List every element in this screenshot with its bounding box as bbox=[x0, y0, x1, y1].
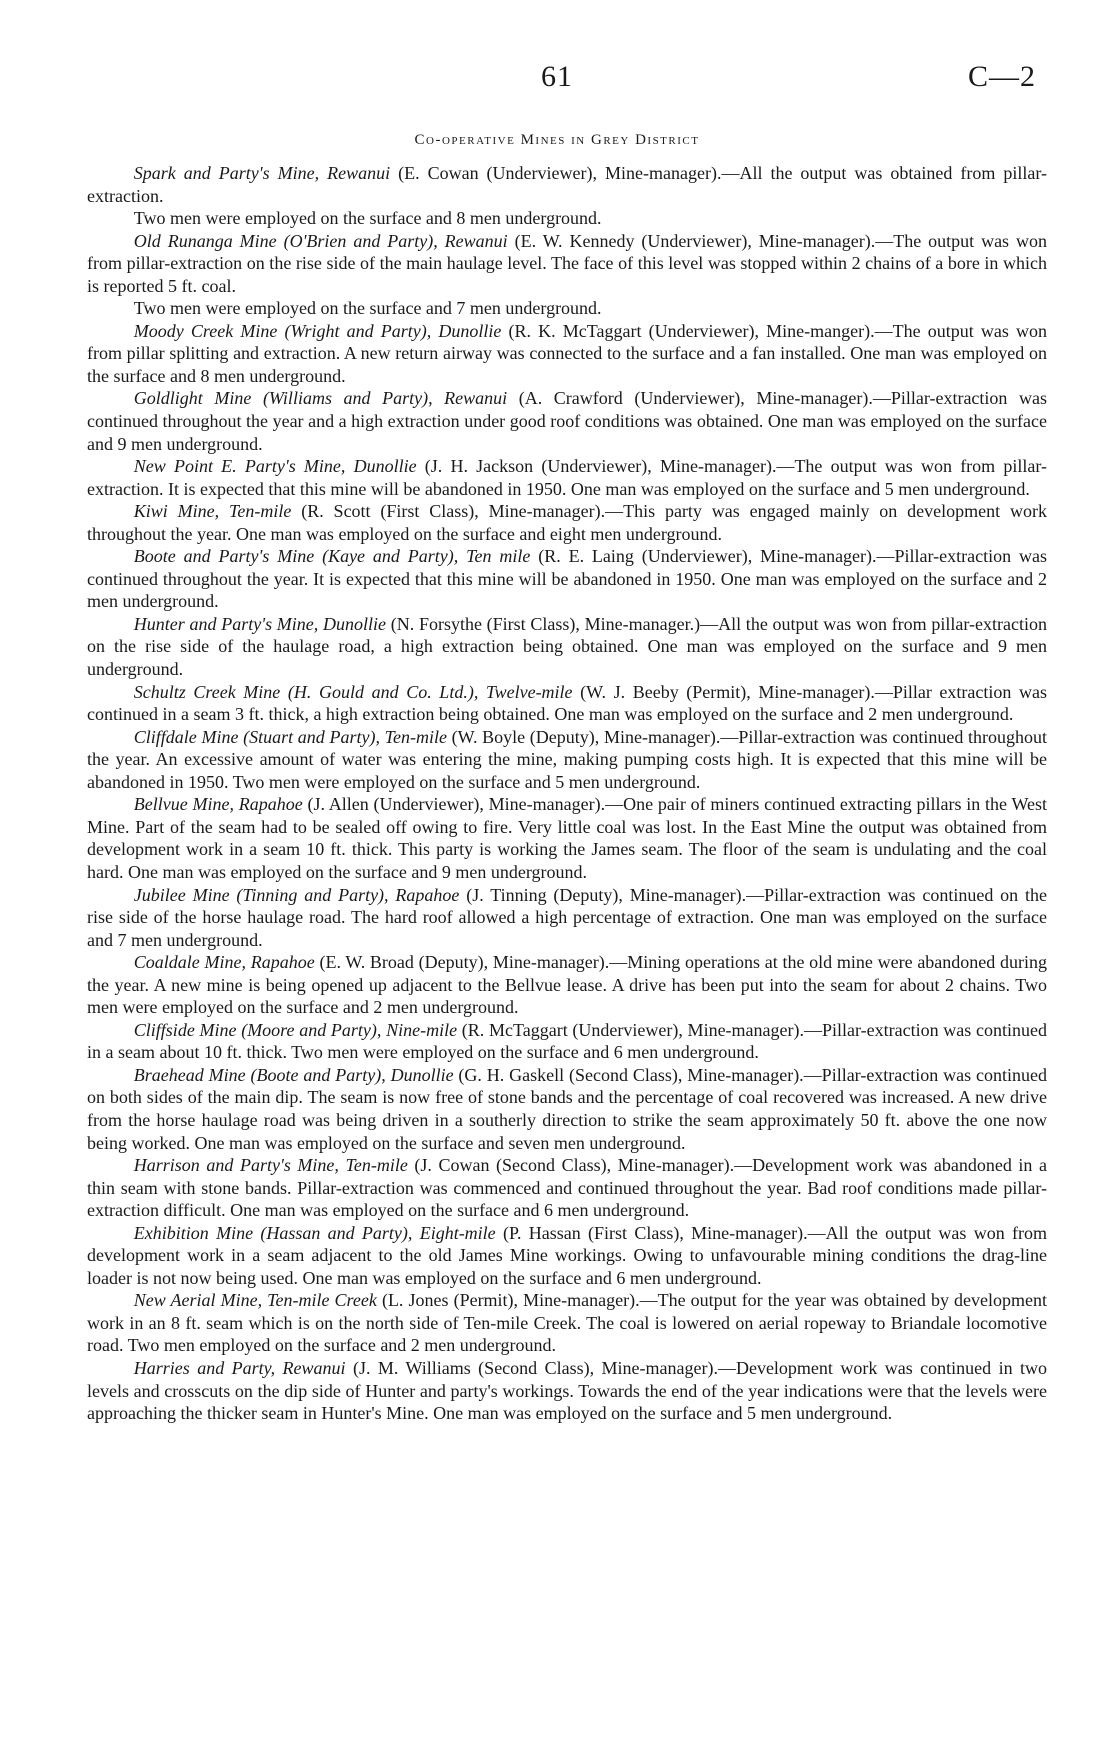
paragraph bbox=[87, 207, 1047, 230]
paragraph-text: (R. K. McTaggart (Underviewer), Mine-manger).—The output was won from pillar splitting and extraction. A new return airway was connected to the surface and a fan installed. One man was employed on the surface and 8 men underground. bbox=[87, 320, 1047, 386]
paragraph-text: (J. Tinning (Deputy), Mine-manager).—Pillar-extraction was continued on the rise side of the horse haulage road. The hard roof allowed a high percentage of extraction. One man was employed on the surface and 7 men underground. bbox=[87, 884, 1048, 950]
paragraph bbox=[87, 320, 1047, 388]
paragraph-text: (J. Cowan (Second Class), Mine-manager).—Development work was abandoned in a thin seam with stone bands. Pillar-extraction was commenced and continued throughout the year. Bad roof conditions made pillar-extraction difficult. One man was employed on the surface and 6 men underground. bbox=[87, 1155, 1047, 1221]
mine-name: Harrison and Party's Mine, Ten-mile bbox=[133, 1155, 408, 1176]
mine-name: Cliffside Mine (Moore and Party), Nine-mile bbox=[133, 1019, 458, 1040]
paragraph-text: (W. J. Beeby (Permit), Mine-manager).—Pillar extraction was continued in a seam 3 ft. thick, a high extraction being obtained. One man was employed on the surface and 2 men underground. bbox=[87, 681, 1047, 725]
mine-name: Harries and Party, Rewanui bbox=[133, 1357, 346, 1378]
paragraph-text: (P. Hassan (First Class), Mine-manager).—All the output was won from development work in a seam adjacent to the old James Mine workings. Owing to unfavourable mining conditions the drag-line loader is not now being used. One man was employed on the surface and 6 men underground. bbox=[87, 1222, 1047, 1288]
mine-name: Cliffdale Mine (Stuart and Party), Ten-mile bbox=[133, 726, 447, 747]
paragraph-text: Two men were employed on the surface and 8 men underground. bbox=[133, 208, 602, 229]
paragraph bbox=[87, 1154, 1047, 1222]
paragraph bbox=[87, 726, 1047, 794]
paragraph bbox=[87, 1289, 1047, 1357]
paragraph bbox=[87, 1019, 1047, 1064]
paragraph-text: Two men were employed on the surface and 7 men underground. bbox=[133, 298, 602, 319]
paragraph bbox=[87, 545, 1047, 613]
paragraph-text: (E. Cowan (Underviewer), Mine-manager).—All the output was obtained from pillar-extraction. bbox=[87, 163, 1047, 206]
paragraph-text: (N. Forsythe (First Class), Mine-manager.)—All the output was won from pillar-extraction on the rise side of the haulage road, a high extraction being obtained. One man was employed on the surface and 9 men underground. bbox=[87, 613, 1047, 680]
paragraph-text: (E. W. Kennedy (Underviewer), Mine-manager).—The output was won from pillar-extraction on the rise side of the main haulage level. The face of this level was stopped within 2 chains of a bore in which is reported 5 ft. coal. bbox=[87, 230, 1047, 296]
mine-name: Moody Creek Mine (Wright and Party), Dunollie bbox=[133, 320, 502, 341]
paragraph bbox=[87, 1222, 1047, 1290]
paragraph-text: (A. Crawford (Underviewer), Mine-manager).—Pillar-extraction was continued throughout the year and a high extraction under good roof conditions was obtained. One man was employed on the surface and 9 men underground. bbox=[87, 388, 1047, 454]
paragraph bbox=[87, 297, 1047, 320]
paragraph bbox=[87, 681, 1047, 726]
paragraph-text: (E. W. Broad (Deputy), Mine-manager).—Mining operations at the old mine were abandoned during the year. A new mine is being opened up adjacent to the Bellvue lease. A drive has been put into the seam for about 2 chains. Two men were employed on the surface and 2 men underground. bbox=[87, 952, 1048, 1018]
paragraph bbox=[87, 1357, 1047, 1425]
paragraph bbox=[87, 951, 1047, 1019]
mine-name: Coaldale Mine, Rapahoe bbox=[133, 952, 315, 973]
paragraph bbox=[87, 387, 1047, 455]
mine-name: Braehead Mine (Boote and Party), Dunollie bbox=[133, 1064, 454, 1085]
paragraph-text: (L. Jones (Permit), Mine-manager).—The output for the year was obtained by development work in an 8 ft. seam which is on the north side of Ten-mile Creek. The coal is lowered on aerial ropeway to Briandale locomotive road. Two men employed on the surface and 2 men underground. bbox=[87, 1290, 1047, 1356]
mine-name: Jubilee Mine (Tinning and Party), Rapahoe bbox=[133, 884, 460, 905]
paragraph bbox=[87, 455, 1047, 500]
body-text bbox=[87, 162, 1047, 1425]
paragraph bbox=[87, 230, 1047, 298]
mine-name: Schultz Creek Mine (H. Gould and Co. Ltd.), Twelve-mile bbox=[133, 681, 573, 702]
paragraph bbox=[87, 162, 1047, 207]
mine-name: New Point E. Party's Mine, Dunollie bbox=[133, 456, 417, 477]
mine-name: Spark and Party's Mine, Rewanui bbox=[133, 163, 391, 183]
paragraph bbox=[87, 793, 1047, 883]
paragraph bbox=[87, 884, 1047, 952]
paragraph-text: (R. Scott (First Class), Mine-manager).—This party was engaged mainly on development work throughout the year. One man was employed on the surface and eight men underground. bbox=[87, 501, 1047, 544]
paragraph-text: (J. Allen (Underviewer), Mine-manager).—One pair of miners continued extracting pillars in the West Mine. Part of the seam had to be sealed off owing to fire. Very little coal was lost. In the East Mine the output was obtained from development work in a seam 10 ft. thick. This party is working the James seam. The floor of the seam is undulating and the coal hard. One man was employed on the surface and 9 men underground. bbox=[87, 794, 1047, 882]
mine-name: Bellvue Mine, Rapahoe bbox=[133, 794, 303, 815]
mine-name: Old Runanga Mine (O'Brien and Party), Rewanui bbox=[133, 230, 508, 251]
mine-name: Boote and Party's Mine (Kaye and Party), Ten mile bbox=[133, 546, 531, 567]
paragraph-text: (R. E. Laing (Underviewer), Mine-manager).—Pillar-extraction was continued throughout the year. It is expected that this mine will be abandoned in 1950. One man was employed on the surface and 2 men underground. bbox=[87, 546, 1047, 612]
paragraph bbox=[87, 613, 1047, 681]
section-heading: Co-operative Mines in Grey District bbox=[414, 132, 700, 148]
paragraph-text: (G. H. Gaskell (Second Class), Mine-manager).—Pillar-extraction was continued on both sides of the main dip. The seam is now free of stone bands and the percentage of coal recovered was increased. A new drive from the horse haulage road was being driven in a southerly direction to strike the seam approximately 50 ft. above the one now being worked. One man was employed on the surface and seven men underground. bbox=[87, 1064, 1047, 1153]
document-reference: C—2 bbox=[967, 60, 1036, 93]
mine-name: Exhibition Mine (Hassan and Party), Eight-mile bbox=[133, 1222, 496, 1243]
mine-name: New Aerial Mine, Ten-mile Creek bbox=[133, 1290, 377, 1311]
mine-name: Hunter and Party's Mine, Dunollie bbox=[133, 613, 387, 634]
paragraph bbox=[87, 1064, 1047, 1154]
mine-name: Kiwi Mine, Ten-mile bbox=[133, 501, 292, 522]
paragraph-text: (J. H. Jackson (Underviewer), Mine-manager).—The output was won from pillar-extraction. It is expected that this mine will be abandoned in 1950. One man was employed on the surface and 5 men underground. bbox=[87, 456, 1047, 499]
mine-name: Goldlight Mine (Williams and Party), Rewanui bbox=[133, 388, 508, 409]
paragraph bbox=[87, 500, 1047, 545]
paragraph-text: (J. M. Williams (Second Class), Mine-manager).—Development work was continued in two levels and crosscuts on the dip side of Hunter and party's workings. Towards the end of the year indications were that the levels were approaching the thicker seam in Hunter's Mine. One man was employed on the surface and 5 men underground. bbox=[87, 1357, 1047, 1424]
paragraph-text: (W. Boyle (Deputy), Mine-manager).—Pillar-extraction was continued throughout the year. An excessive amount of water was entering the mine, making pumping costs high. It is expected that this mine will be abandoned in 1950. Two men were employed on the surface and 5 men underground. bbox=[87, 726, 1047, 792]
paragraph-text: (R. McTaggart (Underviewer), Mine-manager).—Pillar-extraction was continued in a seam about 10 ft. thick. Two men were employed on the surface and 6 men underground. bbox=[87, 1019, 1047, 1063]
page-number: 61 bbox=[541, 60, 573, 93]
